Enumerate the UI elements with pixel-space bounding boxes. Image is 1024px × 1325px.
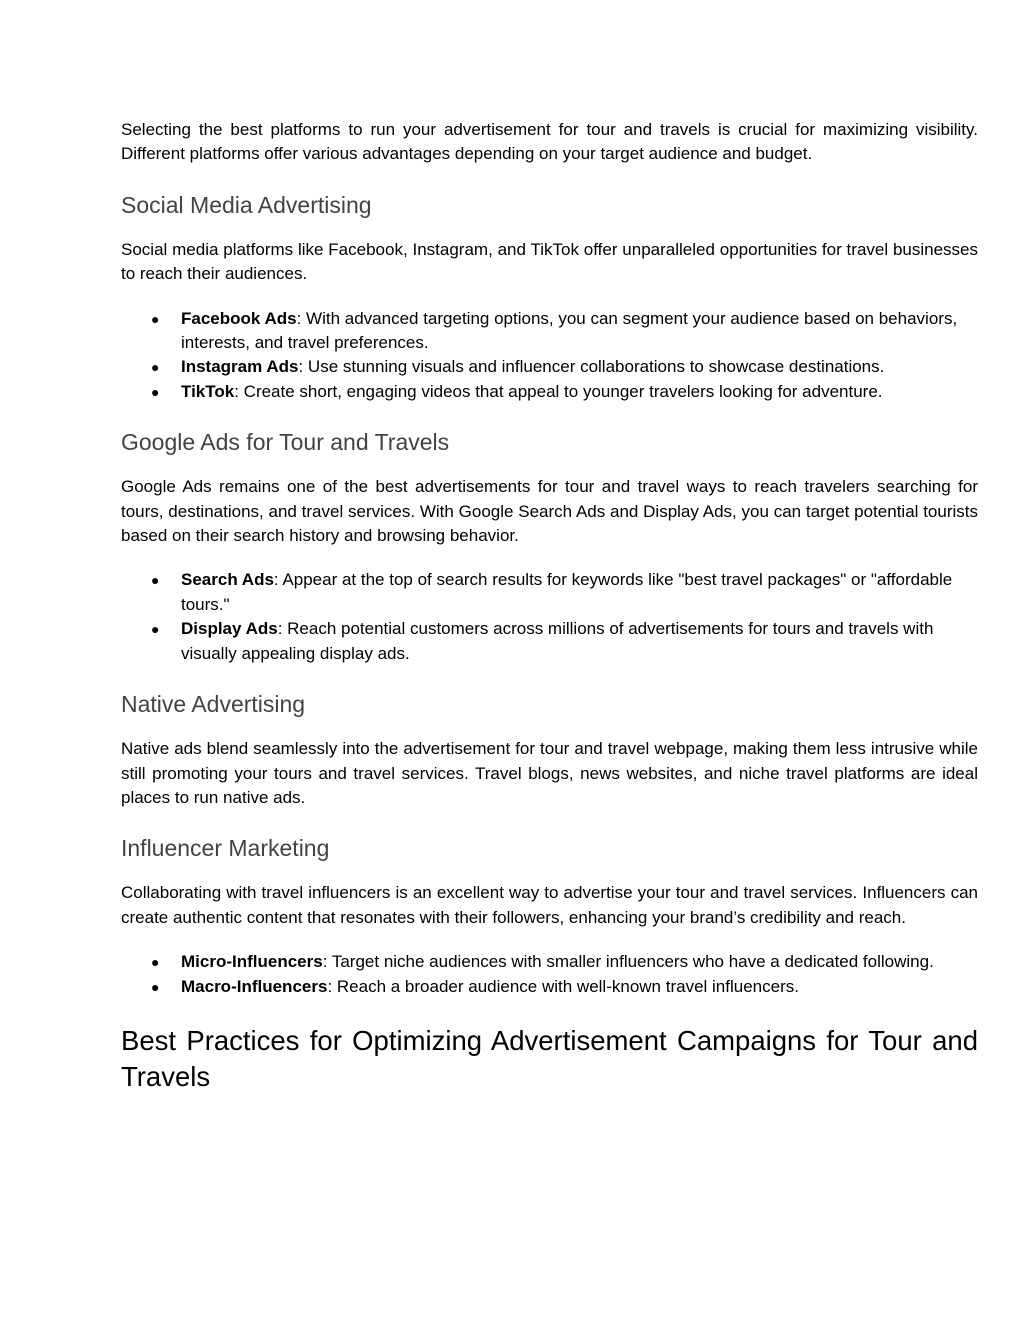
list-item-term: Micro-Influencers [181,952,323,972]
list-item [121,355,978,379]
google-ads-heading: Google Ads for Tour and Travels [121,429,450,456]
list-item [121,617,978,666]
bullet-icon: ● [151,383,160,400]
list-item [121,568,978,617]
bullet-icon: ● [151,954,160,971]
list-item-text: : Target niche audiences with smaller influencers who have a dedicated following. [322,952,934,972]
list-item-text: : Appear at the top of search results for keywords like "best travel packages" or "affordable tours." [181,570,953,614]
best-practices-heading: Best Practices for Optimizing Advertisement Campaigns for Tour and Travels [121,1024,978,1092]
list-item-term: Search Ads [181,570,274,590]
influencer-marketing-list [121,950,978,999]
bullet-icon: ● [151,621,160,638]
list-item-text: : Reach a broader audience with well-known travel influencers. [327,976,799,996]
list-item-term: Macro-Influencers [181,976,328,996]
native-advertising-heading: Native Advertising [121,691,306,718]
list-item-text: : Reach potential customers across millions of advertisements for tours and travels with visually appealing display ads. [181,619,934,663]
document-page [121,118,978,1095]
social-media-paragraph: Social media platforms like Facebook, Instagram, and TikTok offer unparalleled opportunities for travel businesses to reach their audiences. [121,239,978,284]
list-item [121,975,978,999]
intro-paragraph: Selecting the best platforms to run your advertisement for tour and travels is crucial for maximizing visibility. Different platforms offer various advantages depending on your target audience and budget. [121,120,978,164]
list-item-term: TikTok [181,381,235,401]
bullet-icon: ● [151,978,160,995]
list-item [121,307,978,356]
list-item-text: : With advanced targeting options, you can segment your audience based on behaviors, interests, and travel preferences. [181,308,958,353]
native-advertising-paragraph: Native ads blend seamlessly into the advertisement for tour and travel webpage, making them less intrusive while still promoting your tours and travel services. Travel blogs, news websites, and niche travel platforms are ideal places to run native ads. [121,739,978,807]
bullet-icon: ● [151,572,160,589]
list-item [121,950,978,974]
list-item-text: : Create short, engaging videos that appeal to younger travelers looking for adventure. [234,381,883,401]
list-item-text: : Use stunning visuals and influencer collaborations to showcase destinations. [298,357,885,377]
google-ads-list [121,568,978,666]
influencer-marketing-paragraph: Collaborating with travel influencers is an excellent way to advertise your tour and travel services. Influencers can create authentic content that resonates with their followers, enhancing your brand’s credibility and reach. [121,883,978,927]
social-media-heading: Social Media Advertising [121,191,372,218]
influencer-marketing-heading: Influencer Marketing [121,835,330,862]
bullet-icon: ● [151,310,160,327]
social-media-list [121,307,978,405]
list-item-term: Facebook Ads [181,308,297,328]
list-item-term: Display Ads [181,619,278,639]
list-item [121,380,978,404]
list-item-term: Instagram Ads [181,357,299,377]
google-ads-paragraph: Google Ads remains one of the best advertisements for tour and travel ways to reach travelers searching for tours, destinations, and travel services. With Google Search Ads and Display Ads, you can target potential tourists based on their search history and browsing behavior. [121,477,978,546]
bullet-icon: ● [151,359,160,376]
